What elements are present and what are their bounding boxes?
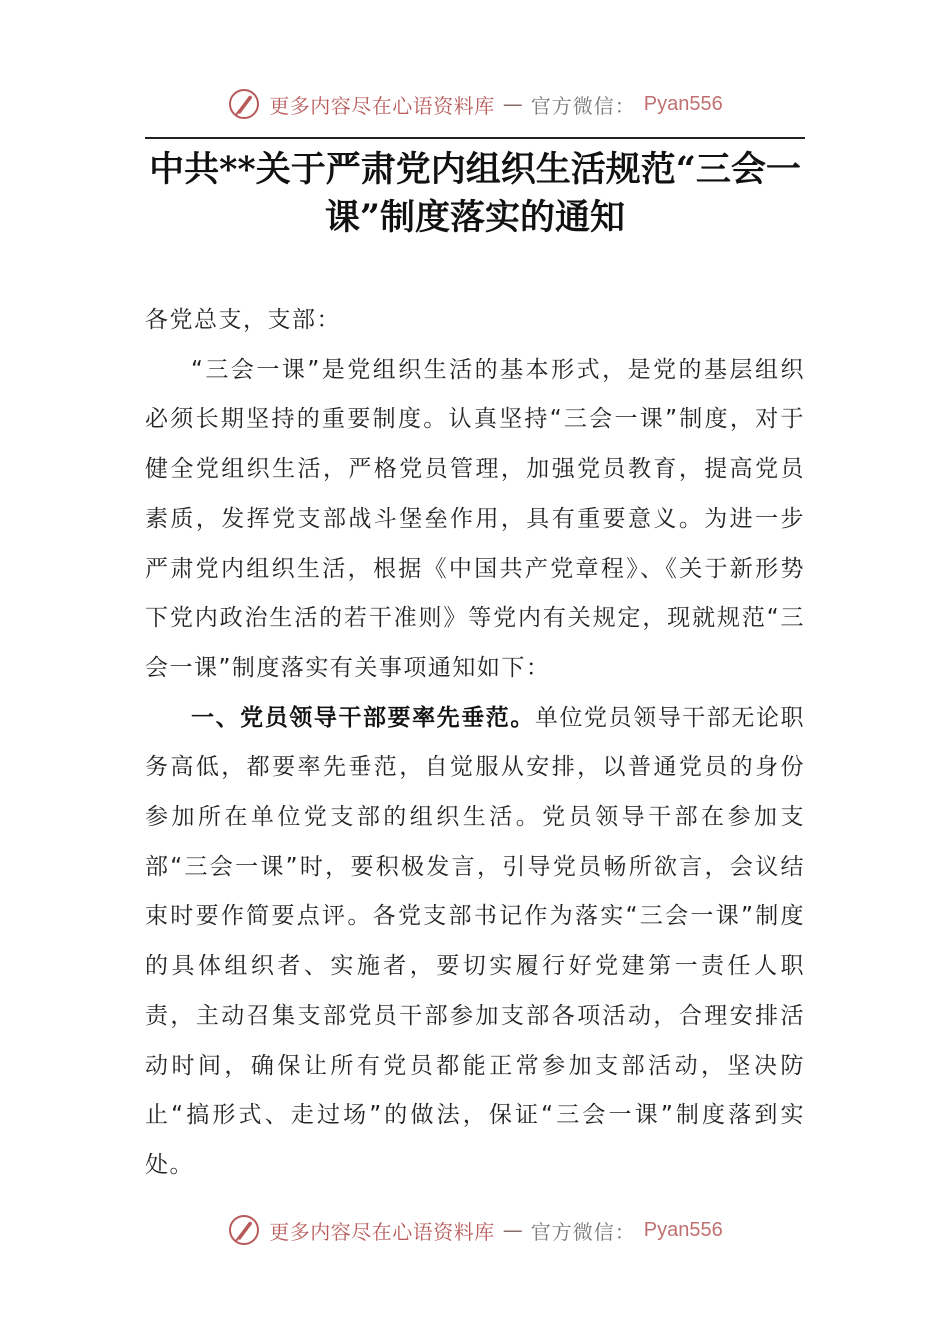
watermark-id: Pyan556: [643, 1218, 723, 1241]
document-body: [145, 296, 805, 1191]
header-divider: [145, 137, 805, 139]
watermark-separator: —: [502, 92, 523, 116]
watermark-label: 官方微信：: [530, 93, 636, 118]
watermark-label: 官方微信：: [530, 1219, 636, 1244]
quill-pen-icon: [227, 87, 261, 121]
watermark-text: 更多内容尽在心语资料库: [269, 93, 495, 118]
paragraph-section-1: [145, 694, 805, 1191]
document-title: 中共**关于严肃党内组织生活规范“三会一课”制度落实的通知: [149, 149, 801, 238]
watermark-footer: [0, 1210, 950, 1250]
section-1-heading: 一、党员领导干部要率先垂范。: [191, 704, 535, 731]
section-1-body: 单位党员领导干部无论职务高低，都要率先垂范，自觉服从安排，以普通党员的身份参加所在单位党支部的组织生活。党员领导干部在参加支部“三会一课”时，要积极发言，引导党员畅所欲言，会议结束时要作简要点评。各党支部书记作为落实“三会一课”制度的具体组织者、实施者，要切实履行好党建第一责任人职责，主动召集支部党员干部参加支部各项活动，合理安排活动时间，确保让所有党员都能正常参加支部活动，坚决防止“搞形式、走过场”的做法，保证“三会一课”制度落到实处。: [145, 704, 805, 1178]
salutation: 各党总支，支部：: [145, 307, 341, 333]
watermark-header: [0, 84, 950, 124]
watermark-id: Pyan556: [643, 92, 723, 115]
quill-pen-icon: [227, 1213, 261, 1247]
paragraph-intro: “三会一课”是党组织生活的基本形式，是党的基层组织必须长期坚持的重要制度。认真坚持“三会一课”制度，对于健全党组织生活，严格党员管理，加强党员教育，提高党员素质，发挥党支部战斗堡垒作用，具有重要意义。为进一步严肃党内组织生活，根据《中国共产党章程》、《关于新形势下党内政治生活的若干准则》等党内有关规定，现就规范“三会一课”制度落实有关事项通知如下：: [145, 356, 805, 681]
watermark-text: 更多内容尽在心语资料库: [269, 1219, 495, 1244]
watermark-separator: —: [502, 1218, 523, 1242]
